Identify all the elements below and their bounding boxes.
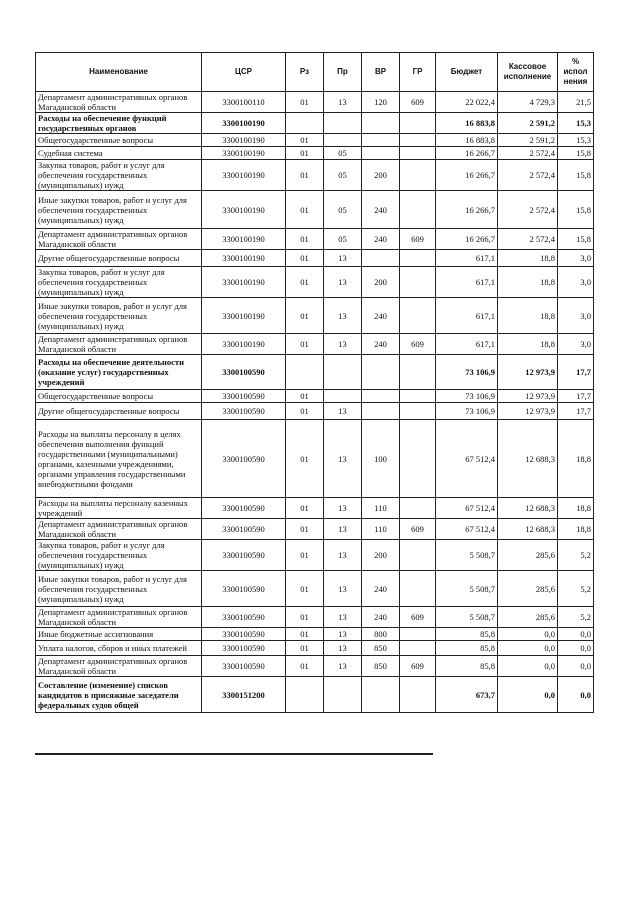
row-vr-cell: 240 <box>362 571 400 607</box>
row-rz-cell: 01 <box>286 191 324 229</box>
row-pr-cell: 13 <box>324 403 362 420</box>
row-percent-cell: 3,0 <box>558 334 594 355</box>
row-cash-cell: 2 572,4 <box>498 160 558 191</box>
row-name-cell: Закупка товаров, работ и услуг для обеспечения государственных (муниципальных) нужд <box>36 160 202 191</box>
row-percent-cell: 17,7 <box>558 403 594 420</box>
row-name-cell: Расходы на обеспечение деятельности (оказание услуг) государственных учреждений <box>36 355 202 390</box>
row-name-cell: Закупка товаров, работ и услуг для обеспечения государственных (муниципальных) нужд <box>36 540 202 571</box>
row-vr-cell: 200 <box>362 540 400 571</box>
row-percent-cell: 18,8 <box>558 519 594 540</box>
row-pr-cell: 05 <box>324 191 362 229</box>
row-vr-cell: 110 <box>362 498 400 519</box>
header-gr: ГР <box>400 53 436 92</box>
row-percent-cell: 3,0 <box>558 250 594 267</box>
row-name-cell: Другие общегосударственные вопросы <box>36 403 202 420</box>
row-name-cell: Иные закупки товаров, работ и услуг для обеспечения государственных (муниципальных) нужд <box>36 298 202 334</box>
row-gr-cell: 609 <box>400 229 436 250</box>
row-vr-cell: 240 <box>362 229 400 250</box>
row-percent-cell: 0,0 <box>558 677 594 713</box>
row-csr-cell: 3300100190 <box>202 147 286 160</box>
row-cash-cell: 12 688,3 <box>498 420 558 498</box>
row-budget-cell: 73 106,9 <box>436 355 498 390</box>
row-budget-cell: 16 883,8 <box>436 113 498 134</box>
row-vr-cell: 850 <box>362 641 400 656</box>
row-gr-cell <box>400 160 436 191</box>
row-percent-cell: 18,8 <box>558 498 594 519</box>
row-pr-cell: 13 <box>324 92 362 113</box>
row-budget-cell: 67 512,4 <box>436 519 498 540</box>
row-csr-cell: 3300100190 <box>202 113 286 134</box>
row-vr-cell: 240 <box>362 191 400 229</box>
header-percent: % испол нения <box>558 53 594 92</box>
row-budget-cell: 16 883,8 <box>436 134 498 147</box>
row-gr-cell: 609 <box>400 607 436 628</box>
row-rz-cell: 01 <box>286 298 324 334</box>
row-rz-cell: 01 <box>286 628 324 641</box>
row-rz-cell: 01 <box>286 229 324 250</box>
table-row <box>36 298 594 334</box>
row-cash-cell: 18,8 <box>498 298 558 334</box>
row-percent-cell: 15,3 <box>558 113 594 134</box>
row-gr-cell <box>400 113 436 134</box>
row-name-cell: Иные бюджетные ассигнования <box>36 628 202 641</box>
row-rz-cell: 01 <box>286 519 324 540</box>
row-name-cell: Расходы на обеспечение функций государственных органов <box>36 113 202 134</box>
row-percent-cell: 18,8 <box>558 420 594 498</box>
row-rz-cell: 01 <box>286 92 324 113</box>
row-csr-cell: 3300151200 <box>202 677 286 713</box>
row-budget-cell: 5 508,7 <box>436 540 498 571</box>
row-cash-cell: 0,0 <box>498 628 558 641</box>
table-row <box>36 250 594 267</box>
row-gr-cell <box>400 540 436 571</box>
row-budget-cell: 617,1 <box>436 250 498 267</box>
table-row <box>36 267 594 298</box>
row-pr-cell: 13 <box>324 656 362 677</box>
row-name-cell: Судебная система <box>36 147 202 160</box>
row-name-cell: Другие общегосударственные вопросы <box>36 250 202 267</box>
row-cash-cell: 2 591,2 <box>498 134 558 147</box>
row-csr-cell: 3300100590 <box>202 355 286 390</box>
row-csr-cell: 3300100590 <box>202 498 286 519</box>
row-vr-cell <box>362 390 400 403</box>
header-pr: Пр <box>324 53 362 92</box>
table-row <box>36 134 594 147</box>
row-vr-cell <box>362 677 400 713</box>
row-vr-cell <box>362 113 400 134</box>
row-name-cell: Иные закупки товаров, работ и услуг для обеспечения государственных (муниципальных) нужд <box>36 191 202 229</box>
row-pr-cell: 13 <box>324 498 362 519</box>
row-rz-cell: 01 <box>286 267 324 298</box>
row-budget-cell: 617,1 <box>436 298 498 334</box>
table-row <box>36 571 594 607</box>
row-rz-cell: 01 <box>286 134 324 147</box>
row-pr-cell: 05 <box>324 160 362 191</box>
row-cash-cell: 0,0 <box>498 677 558 713</box>
header-cash: Кассовое исполнение <box>498 53 558 92</box>
row-csr-cell: 3300100110 <box>202 92 286 113</box>
row-budget-cell: 67 512,4 <box>436 498 498 519</box>
row-percent-cell: 15,8 <box>558 160 594 191</box>
budget-execution-table <box>35 52 594 713</box>
row-rz-cell: 01 <box>286 250 324 267</box>
row-rz-cell: 01 <box>286 498 324 519</box>
row-rz-cell: 01 <box>286 147 324 160</box>
row-budget-cell: 617,1 <box>436 267 498 298</box>
row-csr-cell: 3300100590 <box>202 571 286 607</box>
row-cash-cell: 12 973,9 <box>498 355 558 390</box>
row-pr-cell: 13 <box>324 334 362 355</box>
row-pr-cell <box>324 390 362 403</box>
row-vr-cell: 800 <box>362 628 400 641</box>
row-pr-cell: 13 <box>324 540 362 571</box>
row-vr-cell: 100 <box>362 420 400 498</box>
row-budget-cell: 617,1 <box>436 334 498 355</box>
row-budget-cell: 67 512,4 <box>436 420 498 498</box>
row-csr-cell: 3300100190 <box>202 134 286 147</box>
row-budget-cell: 5 508,7 <box>436 607 498 628</box>
row-csr-cell: 3300100590 <box>202 641 286 656</box>
row-pr-cell: 13 <box>324 519 362 540</box>
row-gr-cell: 609 <box>400 519 436 540</box>
row-rz-cell: 01 <box>286 656 324 677</box>
row-gr-cell: 609 <box>400 92 436 113</box>
table-row <box>36 334 594 355</box>
row-budget-cell: 73 106,9 <box>436 403 498 420</box>
row-csr-cell: 3300100590 <box>202 519 286 540</box>
row-name-cell: Департамент административных органов Магаданской области <box>36 334 202 355</box>
table-row <box>36 656 594 677</box>
row-percent-cell: 15,3 <box>558 134 594 147</box>
row-gr-cell <box>400 403 436 420</box>
table-body <box>36 92 594 713</box>
row-name-cell: Расходы на выплаты персоналу в целях обеспечения выполнения функций государственными (муниципальными) органами, казенными учреждениями, органами управления государственными внебюджетными фондами <box>36 420 202 498</box>
row-name-cell: Департамент административных органов Магаданской области <box>36 656 202 677</box>
row-csr-cell: 3300100590 <box>202 540 286 571</box>
row-budget-cell: 16 266,7 <box>436 160 498 191</box>
row-gr-cell <box>400 641 436 656</box>
row-vr-cell: 200 <box>362 267 400 298</box>
row-budget-cell: 5 508,7 <box>436 571 498 607</box>
row-csr-cell: 3300100190 <box>202 191 286 229</box>
row-percent-cell: 3,0 <box>558 298 594 334</box>
row-cash-cell: 12 973,9 <box>498 403 558 420</box>
row-percent-cell: 0,0 <box>558 656 594 677</box>
row-name-cell: Общегосударственные вопросы <box>36 134 202 147</box>
table-row <box>36 147 594 160</box>
row-cash-cell: 18,8 <box>498 267 558 298</box>
row-pr-cell: 05 <box>324 147 362 160</box>
row-percent-cell: 15,8 <box>558 229 594 250</box>
header-rz: Рз <box>286 53 324 92</box>
row-gr-cell <box>400 250 436 267</box>
table-row <box>36 677 594 713</box>
row-name-cell: Уплата налогов, сборов и иных платежей <box>36 641 202 656</box>
table-row <box>36 92 594 113</box>
row-cash-cell: 2 591,2 <box>498 113 558 134</box>
table-row <box>36 403 594 420</box>
row-csr-cell: 3300100190 <box>202 229 286 250</box>
table-row <box>36 355 594 390</box>
row-rz-cell <box>286 113 324 134</box>
row-name-cell: Расходы на выплаты персоналу казенных учреждений <box>36 498 202 519</box>
row-csr-cell: 3300100590 <box>202 403 286 420</box>
row-gr-cell <box>400 267 436 298</box>
row-cash-cell: 12 688,3 <box>498 498 558 519</box>
row-cash-cell: 18,8 <box>498 250 558 267</box>
row-pr-cell: 13 <box>324 420 362 498</box>
row-gr-cell <box>400 298 436 334</box>
table-row <box>36 113 594 134</box>
row-gr-cell <box>400 571 436 607</box>
row-vr-cell: 240 <box>362 334 400 355</box>
header-budget: Бюджет <box>436 53 498 92</box>
row-vr-cell <box>362 134 400 147</box>
row-vr-cell: 110 <box>362 519 400 540</box>
row-cash-cell: 0,0 <box>498 641 558 656</box>
row-cash-cell: 285,6 <box>498 571 558 607</box>
row-pr-cell: 13 <box>324 571 362 607</box>
row-cash-cell: 12 688,3 <box>498 519 558 540</box>
row-cash-cell: 285,6 <box>498 540 558 571</box>
row-percent-cell: 21,5 <box>558 92 594 113</box>
row-csr-cell: 3300100590 <box>202 390 286 403</box>
row-budget-cell: 16 266,7 <box>436 147 498 160</box>
row-rz-cell: 01 <box>286 334 324 355</box>
row-cash-cell: 2 572,4 <box>498 229 558 250</box>
row-name-cell: Закупка товаров, работ и услуг для обеспечения государственных (муниципальных) нужд <box>36 267 202 298</box>
row-name-cell: Иные закупки товаров, работ и услуг для обеспечения государственных (муниципальных) нужд <box>36 571 202 607</box>
row-budget-cell: 16 266,7 <box>436 191 498 229</box>
row-rz-cell: 01 <box>286 607 324 628</box>
row-gr-cell <box>400 355 436 390</box>
row-rz-cell: 01 <box>286 160 324 191</box>
row-vr-cell: 850 <box>362 656 400 677</box>
table-row <box>36 628 594 641</box>
row-vr-cell <box>362 250 400 267</box>
row-pr-cell: 05 <box>324 229 362 250</box>
row-cash-cell: 2 572,4 <box>498 191 558 229</box>
row-name-cell: Департамент административных органов Магаданской области <box>36 92 202 113</box>
row-pr-cell: 13 <box>324 250 362 267</box>
table-row <box>36 607 594 628</box>
row-csr-cell: 3300100190 <box>202 298 286 334</box>
row-cash-cell: 12 973,9 <box>498 390 558 403</box>
row-cash-cell: 2 572,4 <box>498 147 558 160</box>
row-gr-cell: 609 <box>400 656 436 677</box>
row-rz-cell: 01 <box>286 390 324 403</box>
table-row <box>36 498 594 519</box>
footer-divider <box>35 753 433 755</box>
table-row <box>36 390 594 403</box>
row-budget-cell: 22 022,4 <box>436 92 498 113</box>
row-percent-cell: 17,7 <box>558 355 594 390</box>
row-vr-cell: 200 <box>362 160 400 191</box>
table-row <box>36 191 594 229</box>
row-gr-cell <box>400 147 436 160</box>
row-rz-cell: 01 <box>286 403 324 420</box>
row-budget-cell: 673,7 <box>436 677 498 713</box>
header-csr: ЦСР <box>202 53 286 92</box>
row-gr-cell <box>400 420 436 498</box>
row-csr-cell: 3300100590 <box>202 607 286 628</box>
row-vr-cell: 240 <box>362 607 400 628</box>
row-pr-cell <box>324 677 362 713</box>
row-vr-cell <box>362 355 400 390</box>
row-pr-cell: 13 <box>324 267 362 298</box>
row-name-cell: Департамент административных органов Магаданской области <box>36 607 202 628</box>
row-csr-cell: 3300100190 <box>202 250 286 267</box>
row-pr-cell <box>324 113 362 134</box>
row-cash-cell: 4 729,3 <box>498 92 558 113</box>
row-percent-cell: 15,8 <box>558 191 594 229</box>
row-percent-cell: 0,0 <box>558 641 594 656</box>
row-budget-cell: 85,8 <box>436 656 498 677</box>
row-rz-cell: 01 <box>286 641 324 656</box>
row-percent-cell: 5,2 <box>558 540 594 571</box>
row-csr-cell: 3300100590 <box>202 656 286 677</box>
row-gr-cell <box>400 628 436 641</box>
row-pr-cell: 13 <box>324 298 362 334</box>
row-gr-cell <box>400 677 436 713</box>
row-vr-cell <box>362 403 400 420</box>
table-header-row <box>36 53 594 92</box>
row-cash-cell: 18,8 <box>498 334 558 355</box>
row-pr-cell: 13 <box>324 641 362 656</box>
row-gr-cell <box>400 390 436 403</box>
row-csr-cell: 3300100190 <box>202 160 286 191</box>
row-percent-cell: 5,2 <box>558 571 594 607</box>
row-csr-cell: 3300100190 <box>202 334 286 355</box>
row-csr-cell: 3300100590 <box>202 420 286 498</box>
row-rz-cell <box>286 355 324 390</box>
row-pr-cell <box>324 355 362 390</box>
row-cash-cell: 0,0 <box>498 656 558 677</box>
row-rz-cell: 01 <box>286 540 324 571</box>
row-percent-cell: 15,8 <box>558 147 594 160</box>
row-vr-cell: 240 <box>362 298 400 334</box>
row-name-cell: Общегосударственные вопросы <box>36 390 202 403</box>
row-budget-cell: 73 106,9 <box>436 390 498 403</box>
row-vr-cell: 120 <box>362 92 400 113</box>
table-row <box>36 160 594 191</box>
row-budget-cell: 85,8 <box>436 641 498 656</box>
table-row <box>36 519 594 540</box>
row-csr-cell: 3300100190 <box>202 267 286 298</box>
table-row <box>36 540 594 571</box>
table-row <box>36 229 594 250</box>
row-budget-cell: 16 266,7 <box>436 229 498 250</box>
header-name: Наименование <box>36 53 202 92</box>
row-percent-cell: 17,7 <box>558 390 594 403</box>
row-percent-cell: 3,0 <box>558 267 594 298</box>
table-row <box>36 641 594 656</box>
row-rz-cell <box>286 677 324 713</box>
row-pr-cell: 13 <box>324 628 362 641</box>
row-name-cell: Департамент административных органов Магаданской области <box>36 229 202 250</box>
row-pr-cell: 13 <box>324 607 362 628</box>
row-gr-cell: 609 <box>400 334 436 355</box>
row-pr-cell <box>324 134 362 147</box>
row-gr-cell <box>400 498 436 519</box>
row-cash-cell: 285,6 <box>498 607 558 628</box>
row-percent-cell: 0,0 <box>558 628 594 641</box>
row-rz-cell: 01 <box>286 420 324 498</box>
row-budget-cell: 85,8 <box>436 628 498 641</box>
row-vr-cell <box>362 147 400 160</box>
row-csr-cell: 3300100590 <box>202 628 286 641</box>
row-percent-cell: 5,2 <box>558 607 594 628</box>
table-row <box>36 420 594 498</box>
row-gr-cell <box>400 191 436 229</box>
row-name-cell: Департамент административных органов Магаданской области <box>36 519 202 540</box>
row-rz-cell: 01 <box>286 571 324 607</box>
row-name-cell: Составление (изменение) списков кандидатов в присяжные заседатели федеральных судов общей <box>36 677 202 713</box>
row-gr-cell <box>400 134 436 147</box>
header-vr: ВР <box>362 53 400 92</box>
